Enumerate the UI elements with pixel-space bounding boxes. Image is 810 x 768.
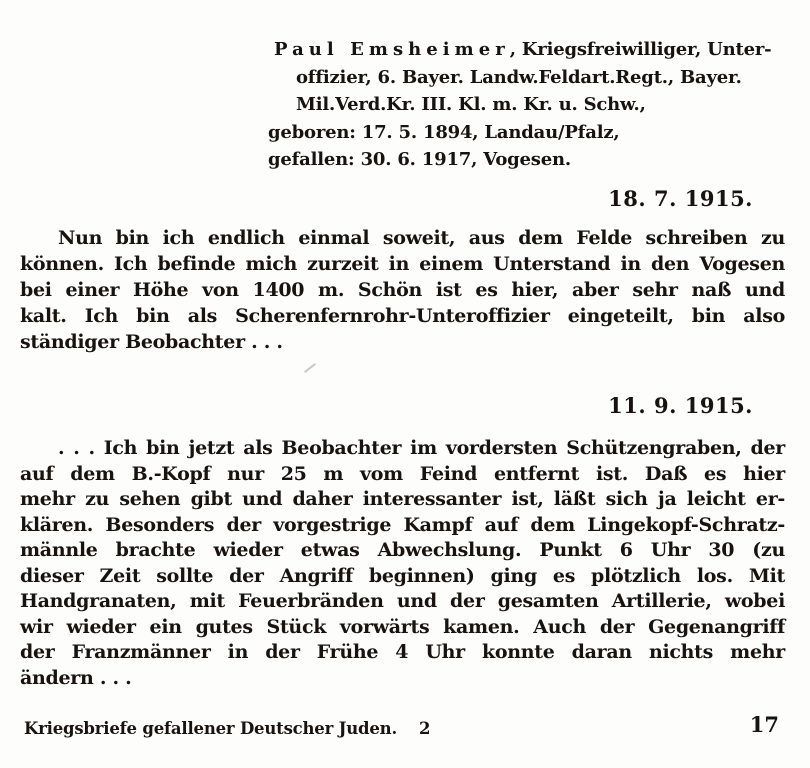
letter-2-line: männle brachte wieder etwas Abwechslung. Punkt 6 Uhr 30 (zu <box>20 539 785 561</box>
soldier-name-line <box>268 36 788 64</box>
soldier-unit-line: offizier, 6. Bayer. Landw.Feldart.Regt., Bayer. <box>296 66 742 88</box>
letter-2-line: wir wieder ein gutes Stück vorwärts kamen. Auch der Gegenangriff <box>20 615 785 638</box>
letter-1-line: bei einer Höhe von 1400 m. Schön ist es hier, aber sehr naß und <box>20 279 785 301</box>
soldier-decorations-line: Mil.Verd.Kr. III. Kl. m. Kr. u. Schw., <box>296 94 646 115</box>
footer-volume-number: 2 <box>419 719 431 738</box>
letter-1-line: können. Ich befinde mich zurzeit in einem Unterstand in den Vogesen <box>20 253 785 275</box>
letter-2-line: dieser Zeit sollte der Angriff beginnen) ging es plötzlich los. Mit <box>20 564 785 587</box>
letter-2-line: klären. Besonders der vorgestrige Kampf auf dem Lingekopf-Schratz- <box>20 513 785 536</box>
soldier-born-line: geboren: 17. 5. 1894, Landau/Pfalz, <box>268 121 620 143</box>
footer-series-title: Kriegsbriefe gefallener Deutscher Juden. <box>24 719 398 738</box>
letter-2-line: . . . Ich bin jetzt als Beobachter im vordersten Schützengraben, der <box>58 437 785 459</box>
letter-2-line: ändern . . . <box>20 666 132 689</box>
scan-blemish <box>304 363 316 373</box>
letter-2-line: der Franzmänner in der Frühe 4 Uhr konnte daran nichts mehr <box>20 641 785 663</box>
letter-1-line: Nun bin ich endlich einmal soweit, aus dem Felde schreiben zu <box>58 227 785 249</box>
soldier-header <box>268 36 788 174</box>
page-number: 17 <box>749 712 779 737</box>
letter-1-date: 18. 7. 1915. <box>608 186 753 211</box>
soldier-fallen-line: gefallen: 30. 6. 1917, Vogesen. <box>268 149 571 170</box>
letter-1-body <box>20 225 785 355</box>
letter-2-body <box>20 436 785 691</box>
letter-2-line: Handgranaten, mit Feuerbränden und der gesamten Artillerie, wobei <box>20 590 785 612</box>
soldier-rank: , Kriegsfreiwilliger, Unter- <box>509 39 772 60</box>
letter-1-line: ständiger Beobachter . . . <box>20 331 283 353</box>
letter-2-line: mehr zu sehen gibt und daher interessanter ist, läßt sich ja leicht er- <box>20 488 785 510</box>
soldier-name: Paul Emsheimer <box>274 39 510 60</box>
running-footer <box>24 719 430 738</box>
letter-2-line: auf dem B.-Kopf nur 25 m vom Feind entfernt ist. Daß es hier <box>20 462 785 485</box>
letter-2-date: 11. 9. 1915. <box>608 393 753 418</box>
letter-1-line: kalt. Ich bin als Scherenfernrohr-Unteroffizier eingeteilt, bin also <box>20 305 785 327</box>
